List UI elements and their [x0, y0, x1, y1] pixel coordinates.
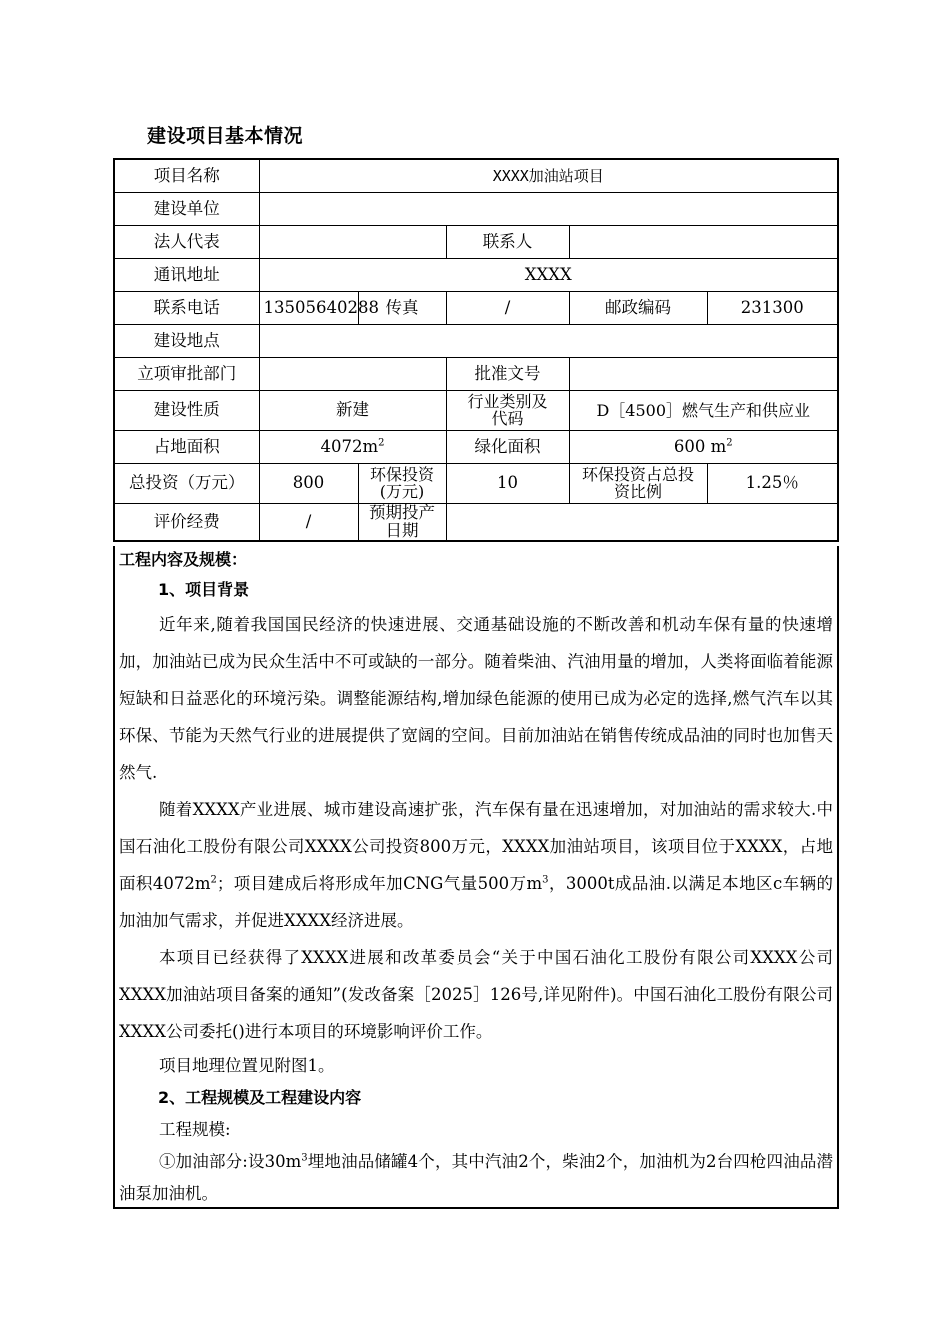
table-row — [114, 503, 838, 541]
site-label: 建设地点 — [114, 324, 259, 357]
eval-fee-label: 评价经费 — [114, 503, 259, 541]
table-row — [114, 291, 838, 324]
green-cell — [569, 430, 838, 463]
project-info-table — [113, 158, 839, 542]
site-value — [259, 324, 838, 357]
address-label: 通讯地址 — [114, 258, 259, 291]
paragraph-refuel-part — [116, 1146, 836, 1210]
table-row — [114, 159, 838, 192]
area-value: 4072m — [320, 436, 379, 456]
industry-label: 行业类别及代码 — [446, 390, 569, 430]
paragraph-approval: 本项目已经获得了XXXX进展和改革委员会“关于中国石油化工股份有限公司XXXX公司XXXX加油站项目备案的通知”(发改备案［2025］126号,详见附件)。中国石油化工股份有限公司XXXX公司委托()进行本项目的环境影响评价工作。 — [119, 948, 833, 1041]
nature-value: 新建 — [259, 390, 446, 430]
legal-rep-label: 法人代表 — [114, 225, 259, 258]
table-row — [114, 258, 838, 291]
area-sup: 2 — [210, 874, 217, 886]
tank-volume-sup: 3 — [301, 1152, 308, 1164]
env-invest-value: 10 — [446, 463, 569, 503]
total-invest-label: 总投资（万元） — [114, 463, 259, 503]
project-content-section — [113, 546, 839, 1209]
area-unit-sup: 2 — [378, 437, 385, 448]
area-label: 占地面积 — [114, 430, 259, 463]
contact-label: 联系人 — [446, 225, 569, 258]
fax-value: / — [446, 291, 569, 324]
project-name-value: XXXX加油站项目 — [259, 159, 838, 192]
refuel-part-text1: ①加油部分:设30m — [159, 1152, 302, 1171]
approval-no-label: 批准文号 — [446, 357, 569, 390]
paragraph-investment — [116, 791, 836, 939]
section-1-title: 1、项目背景 — [158, 580, 250, 599]
table-row — [114, 357, 838, 390]
area-cell — [259, 430, 446, 463]
env-invest-label: 环保投资(万元) — [358, 463, 446, 503]
paragraph-background: 近年来,随着我国国民经济的快速进展、交通基础设施的不断改善和机动车保有量的快速增加，加油站已成为民众生活中不可或缺的一部分。随着柴油、汽油用量的增加，人类将面临着能源短缺和日益恶化的环境污染。调整能源结构,增加绿色能源的使用已成为必定的选择,燃气汽车以其环保、节能为天然气行业的进展提供了宽阔的空间。目前加油站在销售传统成品油的同时也加售天然气. — [119, 615, 833, 782]
fax-label: 传真 — [358, 291, 446, 324]
build-unit-label: 建设单位 — [114, 192, 259, 225]
operation-date-value — [446, 503, 838, 541]
nature-label: 建设性质 — [114, 390, 259, 430]
env-ratio-label: 环保投资占总投资比例 — [569, 463, 707, 503]
phone-label: 联系电话 — [114, 291, 259, 324]
industry-value: D［4500］燃气生产和供应业 — [569, 390, 838, 430]
paragraph-scale-label: 工程规模: — [159, 1120, 231, 1139]
build-unit-value — [259, 192, 838, 225]
volume-sup: 3 — [542, 874, 549, 886]
green-value: 600 m — [673, 436, 727, 456]
env-ratio-value: 1.25％ — [707, 463, 838, 503]
approval-dept-label: 立项审批部门 — [114, 357, 259, 390]
green-unit-sup: 2 — [726, 437, 733, 448]
table-row — [114, 430, 838, 463]
approval-no-value — [569, 357, 838, 390]
total-invest-value: 800 — [259, 463, 358, 503]
eval-fee-value: / — [259, 503, 358, 541]
paragraph-investment-part1: 随着XXXX产业进展、城市建设高速扩张，汽车保有量在迅速增加，对加油站的需求较大.中国石油化工股份有限公司XXXX公司投资800万元，XXXX加油站项目，该项目位于XXXX，占地面积4072m — [119, 800, 833, 893]
content-heading: 工程内容及规模： — [119, 550, 248, 569]
address-value: XXXX — [259, 258, 838, 291]
table-row — [114, 390, 838, 430]
legal-rep-value — [259, 225, 446, 258]
phone-value: 13505640288 — [259, 291, 358, 324]
paragraph-location: 项目地理位置见附图1。 — [159, 1056, 335, 1075]
table-row — [114, 192, 838, 225]
table-row — [114, 463, 838, 503]
refuel-part-text2: 埋地油品储罐4个，其中汽油2个，柴油2个，加油机为2台四枪四油品潜油泵加油机。 — [119, 1152, 834, 1203]
postcode-label: 邮政编码 — [569, 291, 707, 324]
table-row — [114, 225, 838, 258]
page-title: 建设项目基本情况 — [147, 125, 304, 147]
green-label: 绿化面积 — [446, 430, 569, 463]
section-2-title: 2、工程规模及工程建设内容 — [158, 1088, 362, 1107]
project-name-label: 项目名称 — [114, 159, 259, 192]
postcode-value: 231300 — [707, 291, 838, 324]
paragraph-investment-part3: ，3000t成品油.以满足本地区c车辆的加油加气需求，并促进XXXX经济进展。 — [119, 874, 833, 930]
table-row — [114, 324, 838, 357]
contact-value — [569, 225, 838, 258]
approval-dept-value — [259, 357, 446, 390]
operation-date-label: 预期投产日期 — [358, 503, 446, 541]
paragraph-investment-part2: ；项目建成后将形成年加CNG气量500万m — [216, 874, 543, 893]
